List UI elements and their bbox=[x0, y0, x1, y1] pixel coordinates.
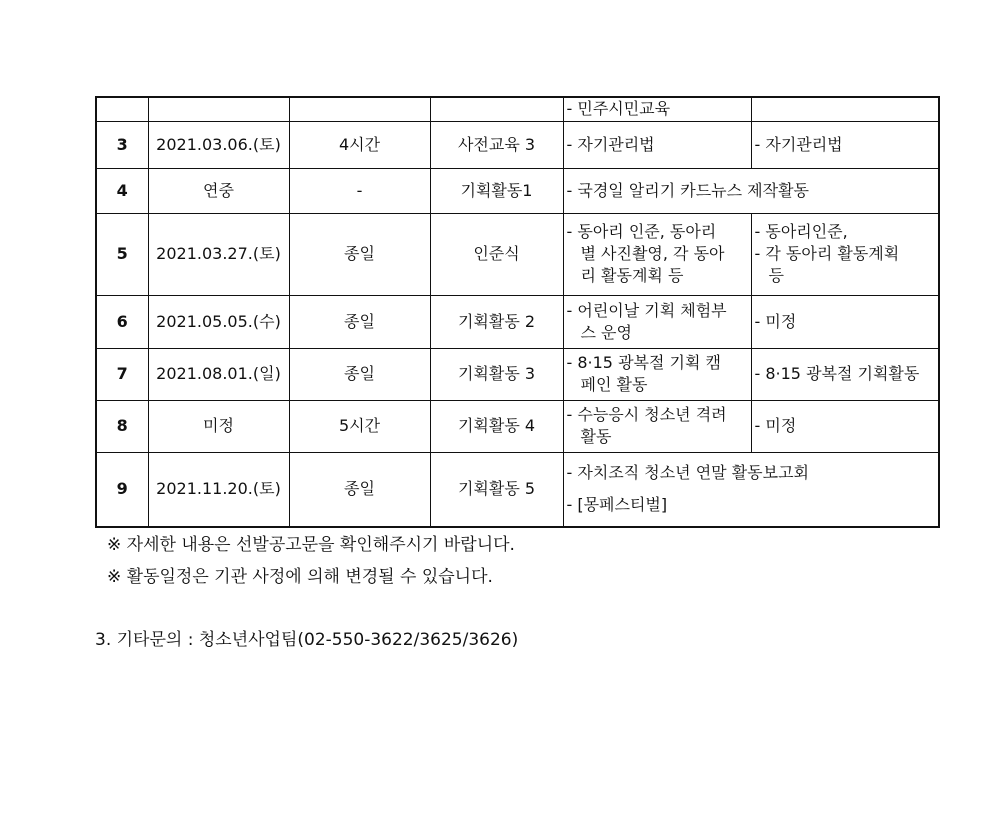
row-duration: 5시간 bbox=[289, 400, 430, 452]
content-line: - [몽페스티벌] bbox=[566, 495, 668, 515]
row-duration bbox=[289, 97, 430, 121]
content-line: - 수능응시 청소년 격려 bbox=[566, 405, 727, 424]
content-line: - 민주시민교육 bbox=[566, 99, 671, 119]
row-remark bbox=[751, 213, 939, 295]
row-number: 4 bbox=[96, 168, 148, 213]
row-activity: 기획활동1 bbox=[430, 168, 563, 213]
remark-line: - 8·15 광복절 기획활동 bbox=[754, 364, 920, 383]
row-activity bbox=[430, 97, 563, 121]
content-line: - 국경일 알리기 카드뉴스 제작활동 bbox=[566, 180, 810, 200]
remark-line: - 자기관리법 bbox=[754, 134, 843, 154]
content-line: 별 사진촬영, 각 동아 bbox=[580, 244, 725, 263]
row-remark bbox=[751, 121, 939, 168]
row-content bbox=[563, 295, 751, 348]
row-remark bbox=[751, 348, 939, 400]
row-remark bbox=[751, 400, 939, 452]
remark-line: - 각 동아리 활동계획 bbox=[754, 244, 900, 263]
row-content bbox=[563, 452, 939, 527]
row-activity: 기획활동 4 bbox=[430, 400, 563, 452]
row-content bbox=[563, 168, 939, 213]
row-duration: 종일 bbox=[289, 213, 430, 295]
remark-line: - 미정 bbox=[754, 416, 797, 435]
row-activity: 기획활동 2 bbox=[430, 295, 563, 348]
row-number: 8 bbox=[96, 400, 148, 452]
remark-line: - 미정 bbox=[754, 311, 797, 331]
remark-line: - 동아리인준, bbox=[754, 222, 848, 241]
row-activity: 기획활동 3 bbox=[430, 348, 563, 400]
table-row bbox=[96, 348, 939, 400]
table-row bbox=[96, 168, 939, 213]
note-line: ※ 자세한 내용은 선발공고문을 확인해주시기 바랍니다. bbox=[107, 535, 515, 555]
row-number: 3 bbox=[96, 121, 148, 168]
row-duration: - bbox=[289, 168, 430, 213]
row-number: 6 bbox=[96, 295, 148, 348]
row-date: 2021.05.05.(수) bbox=[148, 295, 289, 348]
schedule-table bbox=[95, 96, 940, 528]
row-content bbox=[563, 400, 751, 452]
row-number bbox=[96, 97, 148, 121]
row-number: 7 bbox=[96, 348, 148, 400]
row-date bbox=[148, 97, 289, 121]
content-line: - 자치조직 청소년 연말 활동보고회 bbox=[566, 463, 810, 483]
content-line: 페인 활동 bbox=[580, 375, 648, 394]
table-row bbox=[96, 97, 939, 121]
row-activity: 기획활동 5 bbox=[430, 452, 563, 527]
row-number: 9 bbox=[96, 452, 148, 527]
content-line: - 자기관리법 bbox=[566, 134, 655, 154]
content-line: 리 활동계획 등 bbox=[580, 266, 684, 285]
row-date: 2021.08.01.(일) bbox=[148, 348, 289, 400]
row-content bbox=[563, 97, 751, 121]
row-duration: 종일 bbox=[289, 452, 430, 527]
row-duration: 4시간 bbox=[289, 121, 430, 168]
contact-info: 3. 기타문의 : 청소년사업팀(02-550-3622/3625/3626) bbox=[95, 630, 519, 650]
row-number: 5 bbox=[96, 213, 148, 295]
row-content bbox=[563, 348, 751, 400]
row-content bbox=[563, 121, 751, 168]
content-line: 스 운영 bbox=[580, 322, 632, 342]
table-row bbox=[96, 121, 939, 168]
note-line: ※ 활동일정은 기관 사정에 의해 변경될 수 있습니다. bbox=[107, 567, 493, 587]
content-line: - 동아리 인준, 동아리 bbox=[566, 222, 717, 241]
row-duration: 종일 bbox=[289, 348, 430, 400]
table-row bbox=[96, 295, 939, 348]
row-date: 2021.11.20.(토) bbox=[148, 452, 289, 527]
row-date: 미정 bbox=[148, 400, 289, 452]
row-date: 2021.03.06.(토) bbox=[148, 121, 289, 168]
row-date: 연중 bbox=[148, 168, 289, 213]
row-date: 2021.03.27.(토) bbox=[148, 213, 289, 295]
content-line: 활동 bbox=[580, 427, 612, 446]
table-row bbox=[96, 452, 939, 527]
row-remark bbox=[751, 97, 939, 121]
row-duration: 종일 bbox=[289, 295, 430, 348]
row-activity: 사전교육 3 bbox=[430, 121, 563, 168]
row-activity: 인준식 bbox=[430, 213, 563, 295]
table-row bbox=[96, 400, 939, 452]
content-line: - 어린이날 기획 체험부 bbox=[566, 300, 727, 320]
table-row bbox=[96, 213, 939, 295]
row-remark bbox=[751, 295, 939, 348]
row-content bbox=[563, 213, 751, 295]
remark-line: 등 bbox=[768, 266, 784, 285]
content-line: - 8·15 광복절 기획 캠 bbox=[566, 353, 721, 372]
